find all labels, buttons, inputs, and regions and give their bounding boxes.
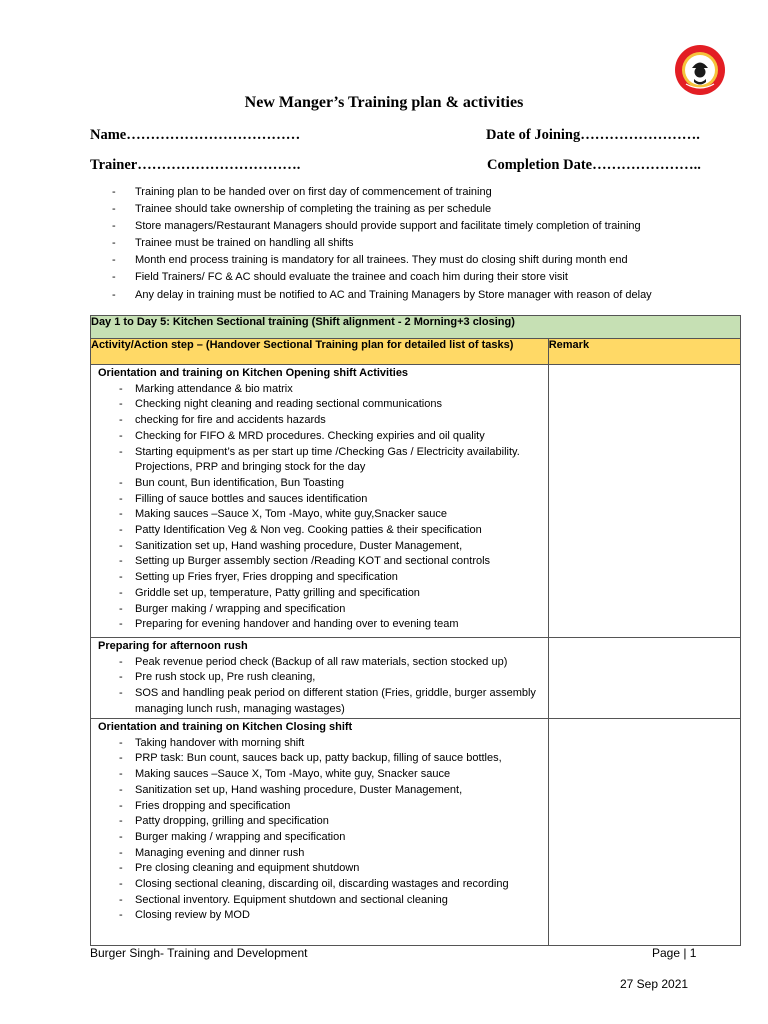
task-item: - Starting equipment’s as per start up time /Checking Gas / Electricity availability. Projections, PRP and bringing stock for the day [91,445,548,476]
activity-column-header: Activity/Action step – (Handover Sectional Training plan for detailed list of tasks) [91,339,549,365]
name-field: Name……………………………… [90,127,301,143]
task-item: - Closing sectional cleaning, discarding oil, discarding wastages and recording [91,877,548,893]
task-item: - Peak revenue period check (Backup of all raw materials, section stocked up) [91,655,548,671]
table-row [91,365,741,638]
task-list [91,655,548,718]
section-title: Orientation and training on Kitchen Closing shift [98,721,353,733]
activity-cell [91,365,549,638]
task-item: - Filling of sauce bottles and sauces identification [91,492,548,508]
task-item: - Patty dropping, grilling and specification [91,814,548,830]
task-item: - Burger making / wrapping and specification [91,830,548,846]
task-item: - Taking handover with morning shift [91,736,548,752]
task-item: - Making sauces –Sauce X, Tom -Mayo, white guy, Snacker sauce [91,767,548,783]
task-item: - Pre rush stock up, Pre rush cleaning, [91,670,548,686]
table-row [91,638,741,719]
completion-date-field: Completion Date………………….. [487,157,701,173]
page-number: Page | 1 [652,946,697,960]
task-item: - Pre closing cleaning and equipment shutdown [91,861,548,877]
task-item: - Setting up Burger assembly section /Reading KOT and sectional controls [91,554,548,570]
activity-cell [91,719,549,946]
task-item: - Sanitization set up, Hand washing procedure, Duster Management, [91,783,548,799]
task-item: - Sectional inventory. Equipment shutdown and sectional cleaning [91,893,548,909]
task-item: - Making sauces –Sauce X, Tom -Mayo, white guy,Snacker sauce [91,507,548,523]
task-item: - Managing evening and dinner rush [91,846,548,862]
task-item: - SOS and handling peak period on different station (Fries, griddle, burger assembly managing lunch rush, managing wastages) [91,686,548,717]
guideline-item: - Training plan to be handed over on first day of commencement of training [112,184,652,201]
remark-cell [548,719,740,946]
table-row [91,719,741,946]
trainer-field: Trainer……………………………. [90,157,301,173]
training-plan-table [90,315,741,946]
guideline-list [112,184,652,304]
task-item: - Bun count, Bun identification, Bun Toasting [91,476,548,492]
task-item: - Fries dropping and specification [91,799,548,815]
task-item: - Setting up Fries fryer, Fries dropping and specification [91,570,548,586]
guideline-item: - Trainee must be trained on handling all shifts [112,235,652,252]
guideline-item: - Field Trainers/ FC & AC should evaluate the trainee and coach him during their store visit [112,269,652,286]
task-item: - checking for fire and accidents hazards [91,413,548,429]
task-item: - Preparing for evening handover and handing over to evening team [91,617,548,633]
task-list [91,382,548,633]
task-item: - Marking attendance & bio matrix [91,382,548,398]
section-title: Preparing for afternoon rush [98,640,248,652]
footer-organization: Burger Singh- Training and Development [90,946,308,960]
task-item: - Checking night cleaning and reading sectional communications [91,397,548,413]
guideline-item: - Trainee should take ownership of completing the training as per schedule [112,201,652,218]
remark-cell [548,365,740,638]
document-title: New Manger’s Training plan & activities [244,94,524,111]
task-item: - Sanitization set up, Hand washing procedure, Duster Management, [91,539,548,555]
task-item: - Checking for FIFO & MRD procedures. Checking expiries and oil quality [91,429,548,445]
date-of-joining-field: Date of Joining……………………. [486,127,700,143]
table-header: Day 1 to Day 5: Kitchen Sectional training (Shift alignment - 2 Morning+3 closing) [91,316,741,339]
task-item: - PRP task: Bun count, sauces back up, patty backup, filling of sauce bottles, [91,751,548,767]
guideline-item: - Any delay in training must be notified to AC and Training Managers by Store manager with reason of delay [112,287,652,304]
task-item: - Griddle set up, temperature, Patty grilling and specification [91,586,548,602]
section-title: Orientation and training on Kitchen Opening shift Activities [98,367,409,379]
task-item: - Burger making / wrapping and specification [91,602,548,618]
footer-date: 27 Sep 2021 [620,977,689,991]
guideline-item: - Store managers/Restaurant Managers should provide support and facilitate timely completion of training [112,218,652,235]
column-header-row [91,339,741,365]
task-item: - Closing review by MOD [91,908,548,924]
guideline-item: - Month end process training is mandatory for all trainees. They must do closing shift during month end [112,252,652,269]
task-list [91,736,548,924]
burger-singh-logo-icon [674,44,726,96]
table-header-row [91,316,741,339]
task-item: - Patty Identification Veg & Non veg. Cooking patties & their specification [91,523,548,539]
activity-cell [91,638,549,719]
remark-cell [548,638,740,719]
remark-column-header: Remark [548,339,740,365]
